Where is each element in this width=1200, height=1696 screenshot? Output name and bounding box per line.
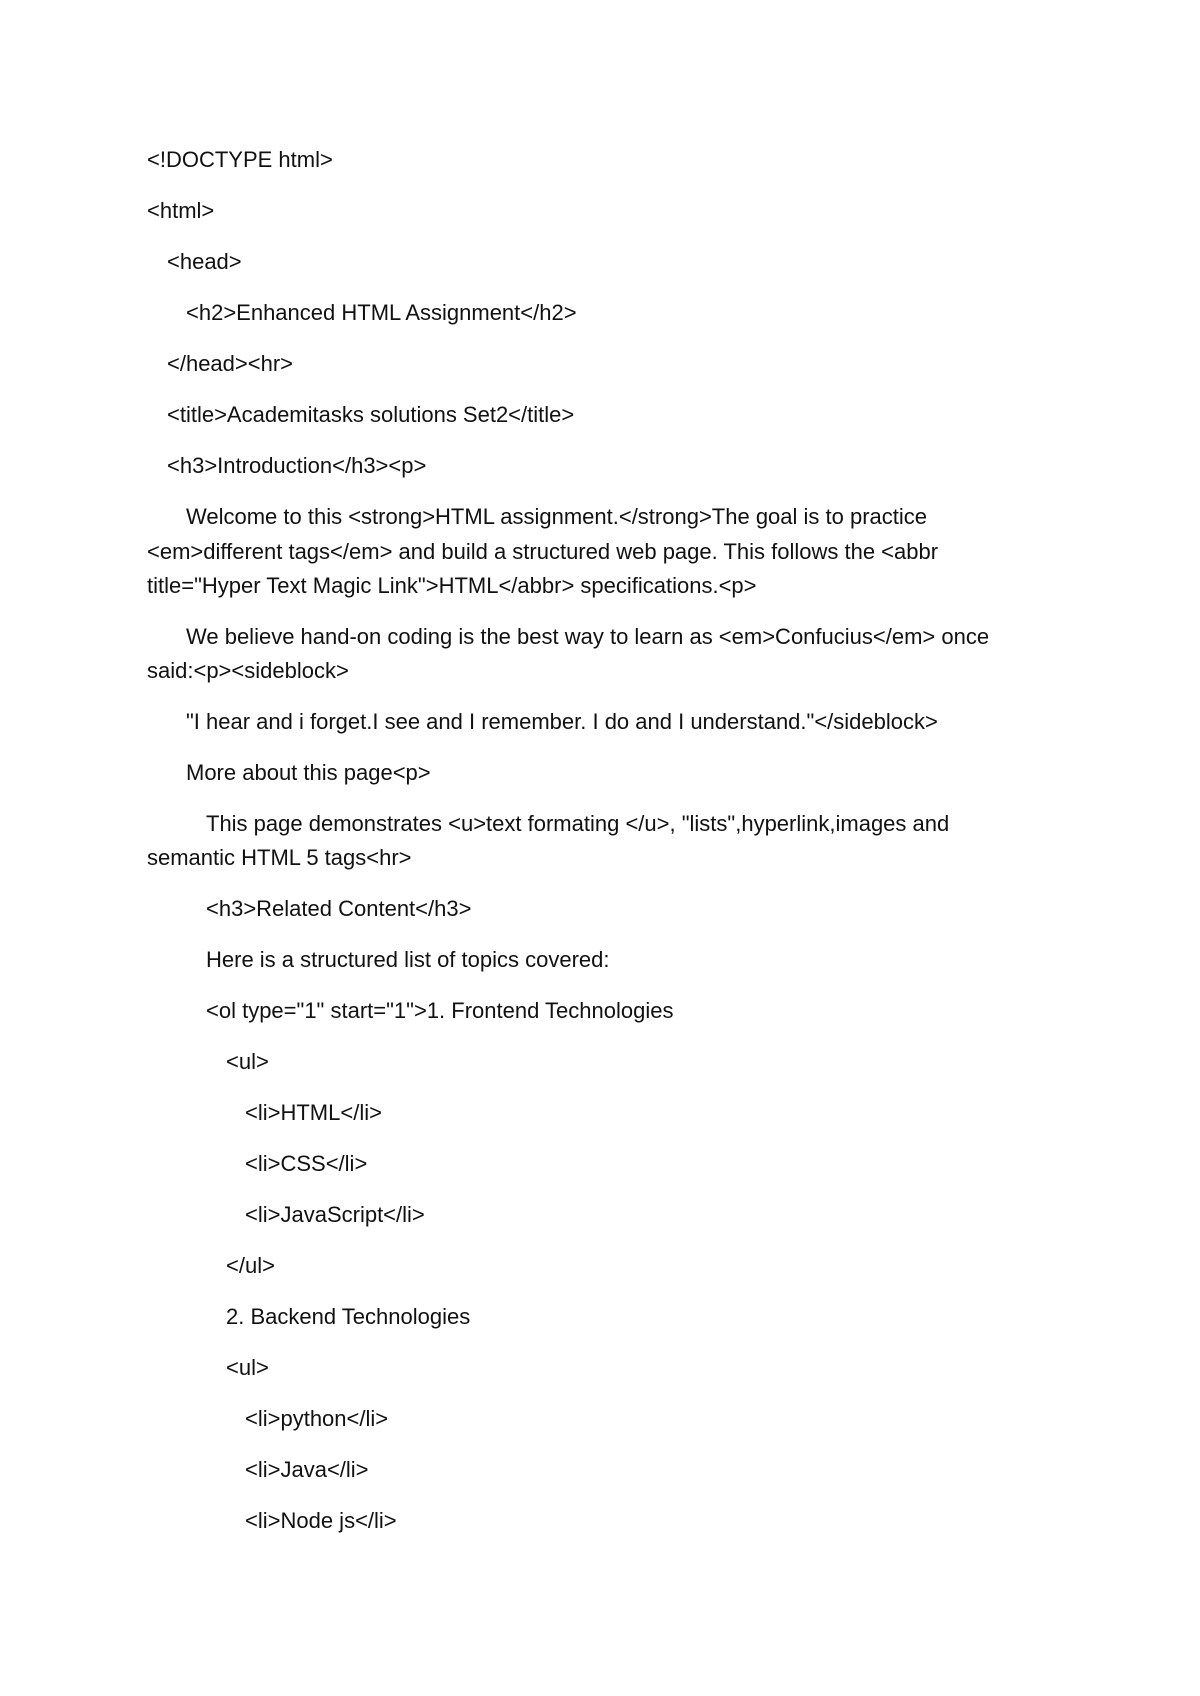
doc-line-ol-frontend: <ol type="1" start="1">1. Frontend Technologies [206, 998, 674, 1023]
doc-line-welcome-3: title="Hyper Text Magic Link">HTML</abbr> specifications.<p> [147, 573, 757, 598]
doc-line-welcome-2: <em>different tags</em> and build a structured web page. This follows the <abbr [147, 539, 939, 564]
doc-line-li-java: <li>Java</li> [245, 1457, 369, 1482]
doc-line-li-javascript: <li>JavaScript</li> [245, 1202, 425, 1227]
doc-line-backend: 2. Backend Technologies [226, 1304, 471, 1329]
doc-line-h3-related: <h3>Related Content</h3> [206, 896, 472, 921]
doc-line-li-css: <li>CSS</li> [245, 1151, 368, 1176]
doc-line-quote: "I hear and i forget.I see and I remember. I do and I understand."</sideblock> [186, 709, 938, 734]
doc-line-believe-2: said:<p><sideblock> [147, 658, 349, 683]
doc-line-head-open: <head> [167, 249, 242, 274]
doc-line-structured-list: Here is a structured list of topics covered: [206, 947, 610, 972]
doc-line-li-html: <li>HTML</li> [245, 1100, 382, 1125]
doc-line-title: <title>Academitasks solutions Set2</title> [167, 402, 575, 427]
doc-line-h2: <h2>Enhanced HTML Assignment</h2> [186, 300, 577, 325]
doc-line-html-open: <html> [147, 198, 215, 223]
doc-line-li-python: <li>python</li> [245, 1406, 389, 1431]
doc-line-demonstrates-2: semantic HTML 5 tags<hr> [147, 845, 412, 870]
doc-line-h3-intro: <h3>Introduction</h3><p> [167, 453, 427, 478]
doc-line-believe-1: We believe hand-on coding is the best way to learn as <em>Confucius</em> once [186, 624, 990, 649]
doc-line-li-nodejs: <li>Node js</li> [245, 1508, 397, 1533]
doc-line-more-about: More about this page<p> [186, 760, 431, 785]
doc-line-welcome-1: Welcome to this <strong>HTML assignment.</strong>The goal is to practice [186, 504, 928, 529]
doc-line-ul-close-1: </ul> [226, 1253, 275, 1278]
doc-line-head-close: </head><hr> [167, 351, 294, 376]
doc-line-doctype: <!DOCTYPE html> [147, 147, 333, 172]
doc-line-demonstrates-1: This page demonstrates <u>text formating </u>, "lists",hyperlink,images and [206, 811, 950, 836]
doc-line-ul-open-2: <ul> [226, 1355, 269, 1380]
doc-line-ul-open-1: <ul> [226, 1049, 269, 1074]
